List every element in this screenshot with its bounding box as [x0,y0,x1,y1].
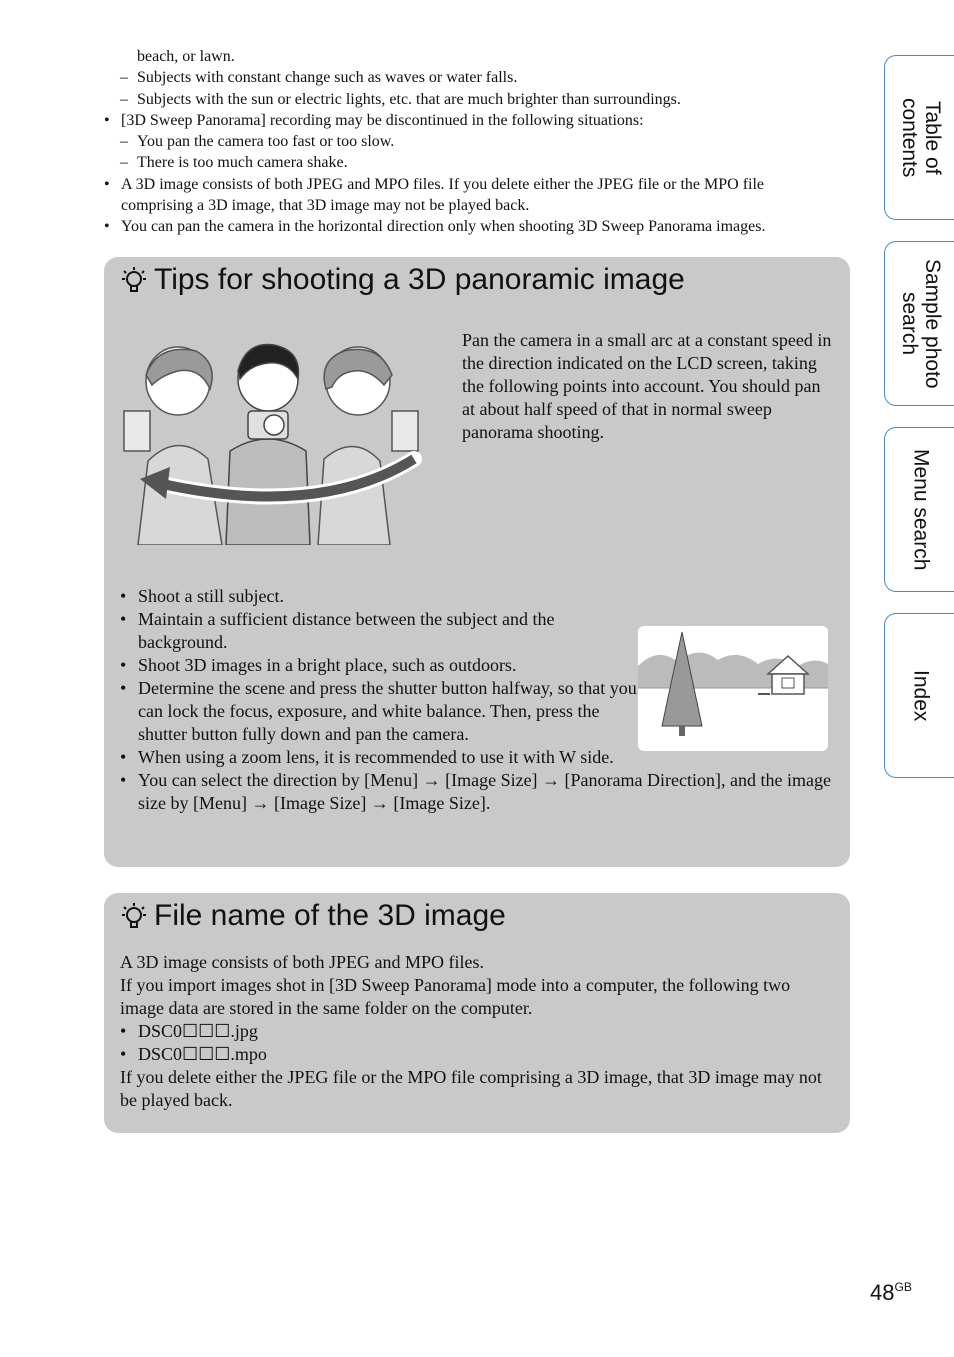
text-line: beach, or lawn. [137,48,235,65]
top-text-block [104,46,834,238]
tips-intro: Pan the camera in a small arc at a constant speed in the direction indicated on the LCD screen, taking the following points into account. You should pan at about half speed of that in normal sweep panorama shooting. [462,330,832,442]
tips-list [120,585,832,815]
paragraph: If you import images shot in [3D Sweep Panorama] mode into a computer, the following two image data are stored in the same folder on the computer. [120,975,791,1018]
tips-heading [120,263,685,297]
dash-item: – Subjects with the sun or electric lights, etc. that are much brighter than surroundings. [120,90,681,108]
bullet-item: • You can pan the camera in the horizontal direction only when shooting 3D Sweep Panorama images. [104,218,766,236]
file-name-heading [120,899,506,933]
bullet-item: • A 3D image consists of both JPEG and MPO files. If you delete either the JPEG file or the MPO file comprising a 3D image, that 3D image may not be played back. [104,175,765,215]
dash-item: – You pan the camera too fast or too slow. [120,133,395,151]
lightbulb-icon [120,901,148,931]
dash-item: – Subjects with constant change such as waves or water falls. [120,69,518,87]
page-number: $48^{GB}$ [870,1280,912,1305]
list-item: • You can select the direction by [Menu] → [Image Size] → [Panorama Direction], and the image size by [Menu] → [Image Size] → [Image Size]. [120,770,831,813]
dash-item: – There is too much camera shake. [120,154,348,172]
bullet-item: • [3D Sweep Panorama] recording may be discontinued in the following situations: [104,111,644,129]
list-item: • Determine the scene and press the shutter button halfway, so that you can lock the focus, exposure, and white balance. Then, press the shutter button fully down and pan the camera. [120,678,637,744]
paragraph: A 3D image consists of both JPEG and MPO files. [120,952,484,972]
list-item: • Shoot 3D images in a bright place, such as outdoors. [120,655,517,675]
file-name-body [120,951,832,1112]
tab-label: Table of contents [898,97,944,178]
list-item: • DSC0☐☐☐.mpo [120,1044,267,1064]
tab-sample-photo-search[interactable] [884,241,954,406]
file-name-box [104,893,850,1133]
tab-index[interactable] [884,613,954,778]
file-name-title: File name of the 3D image [154,899,506,932]
list-item: • Shoot a still subject. [120,586,284,606]
paragraph: If you delete either the JPEG file or the MPO file comprising a 3D image, that 3D image may not be played back. [120,1067,822,1110]
list-item: • DSC0☐☐☐.jpg [120,1021,258,1041]
tab-menu-search[interactable] [884,427,954,592]
tab-table-of-contents[interactable] [884,55,954,220]
panning-illustration [118,341,424,545]
tab-label: Index [909,669,933,722]
tab-label: Menu search [909,448,933,571]
tab-label: Sample photo search [898,258,944,389]
tips-title: Tips for shooting a 3D panoramic image [154,263,685,296]
tips-box [104,257,850,867]
list-item: • When using a zoom lens, it is recommended to use it with W side. [120,747,614,767]
list-item: • Maintain a sufficient distance between the subject and the background. [120,609,555,652]
lightbulb-icon [120,265,148,295]
